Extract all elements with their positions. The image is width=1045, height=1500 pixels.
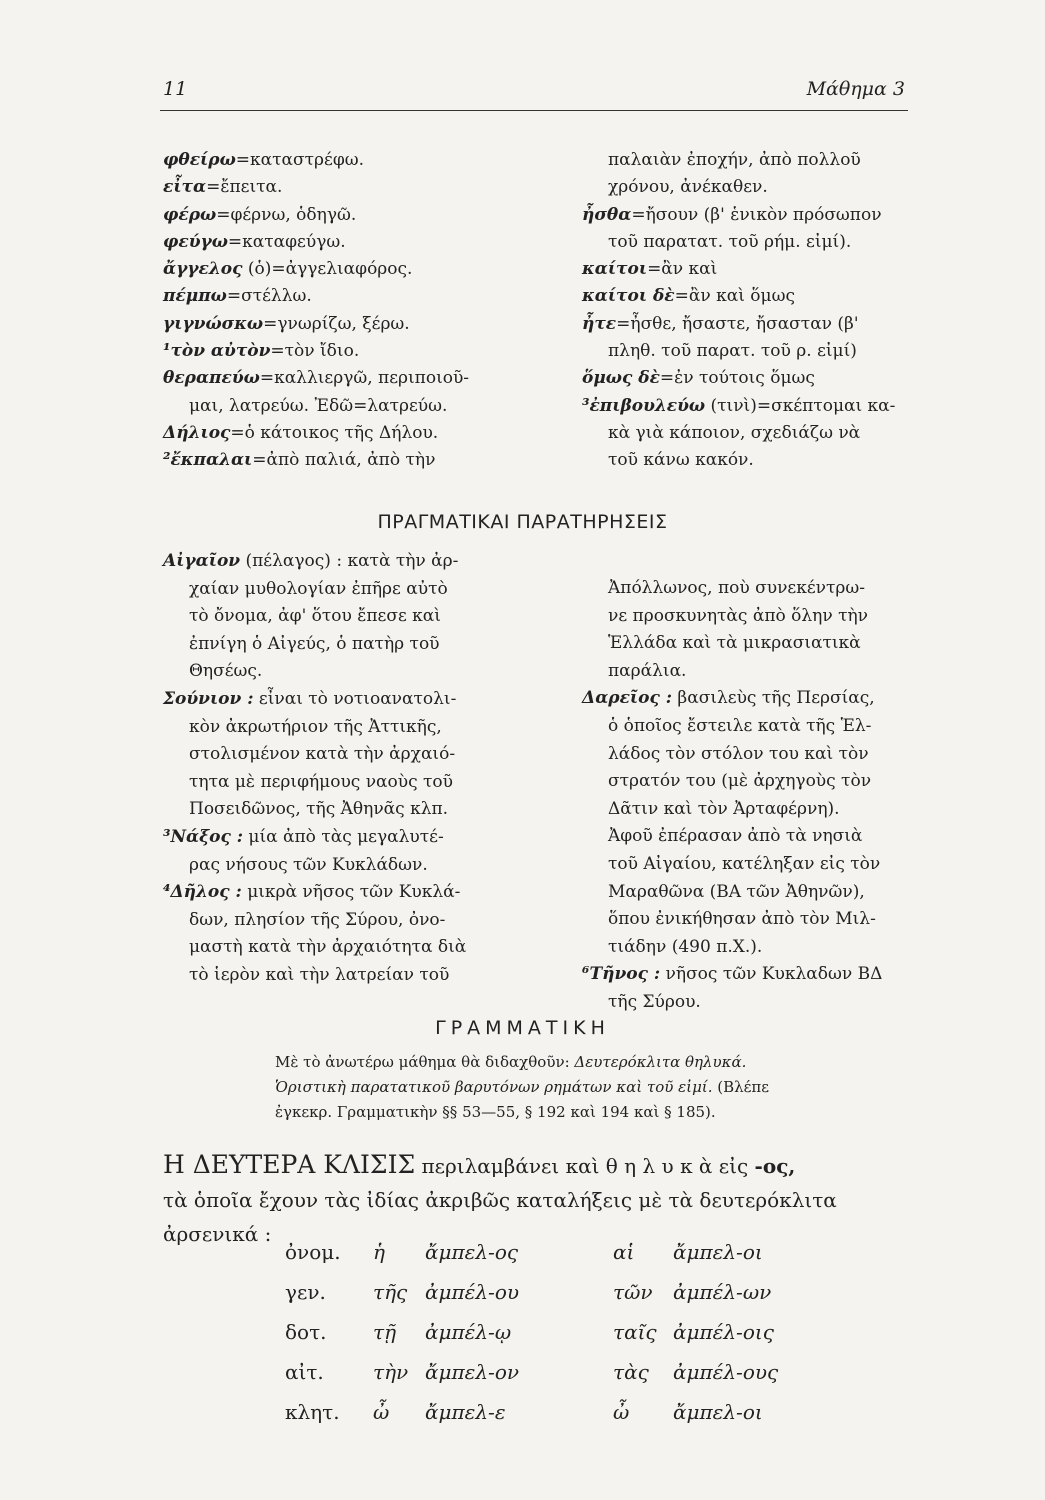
entry-definition: ἐπνίγη ὁ Αἰγεύς, ὁ πατὴρ τοῦ [189,633,440,654]
entry-line [582,420,922,447]
grammar-intro [275,1050,925,1125]
entry-definition: ὁ ὁποῖος ἔστειλε κατὰ τῆς Ἑλ- [608,715,872,736]
entry-line [582,575,922,603]
singular-article: τὴν [373,1360,409,1384]
entry-line [163,769,563,797]
paradigm-case: γεν. [285,1280,326,1304]
entry-line [582,174,922,201]
grammar-intro-line3: ἐγκεκρ. Γραμματικὴν §§ 53—55, § 192 καὶ 194 καὶ § 185). [275,1103,716,1121]
entry-definition: τοῦ παρατατ. τοῦ ρήμ. εἰμί). [608,231,852,252]
entry-term: ²ἔκπαλαι [163,450,253,471]
entry-line [163,714,563,742]
grammar-intro-see: (Βλέπε [712,1078,770,1096]
entry-line [163,256,523,283]
singular-form: ἄμπελ-ον [425,1360,520,1384]
entry-line [582,961,922,989]
entry-line [163,879,563,907]
entry-term: ³ἐπιβουλεύω [582,395,706,416]
entry-line [582,851,922,879]
paradigm-row [163,1360,933,1400]
entry-definition: ὅπου ἐνικήθησαν ἀπὸ τὸν Μιλ- [608,909,876,930]
entry-line [163,934,563,962]
singular-article: τῆς [373,1280,408,1304]
entry-term: Δαρεῖος : [582,688,673,709]
declension-line1: περιλαμβάνει καὶ θ η λ υ κ ὰ εἰς [415,1154,755,1178]
entry-definition: δων, πλησίον τῆς Σύρου, ὀνο- [189,909,446,930]
plural-form: ἀμπέλ-ους [673,1360,779,1384]
entry-definition: τοῦ Αἰγαίου, κατέληξαν εἰς τὸν [608,853,881,874]
entry-definition: χρόνου, ἀνέκαθεν. [608,177,768,198]
entry-line [582,283,922,310]
entry-line [582,630,922,658]
paradigm-row [163,1320,933,1360]
entry-term: Δήλιος [163,422,231,443]
entry-definition: ρας νήσους τῶν Κυκλάδων. [189,854,428,875]
entry-definition: =γνωρίζω, ξέρω. [263,313,410,334]
entry-definition: =καταστρέφω. [235,150,364,170]
plural-article: τὰς [613,1360,649,1384]
paradigm-table [163,1240,933,1440]
entry-line [163,393,523,420]
entry-definition: στρατόν του (μὲ ἀρχηγοὺς τὸν [608,771,872,792]
entry-term: γιγνώσκω [163,313,264,334]
entry-line [163,365,523,392]
lesson-title: Μάθημα 3 [806,78,905,100]
entry-line [163,741,563,769]
grammar-intro-line1: Μὲ τὸ ἀνωτέρω μάθημα θὰ διδαχθοῦν: [275,1053,575,1071]
entry-line [163,311,523,338]
plural-form: ἄμπελ-οι [673,1400,763,1424]
declension-text [163,1148,933,1251]
paradigm-row [163,1400,933,1440]
plural-article: αἱ [613,1240,635,1264]
header-rule [160,110,908,111]
entry-line [163,603,563,631]
entry-definition: τητα μὲ περιφήμους ναοὺς τοῦ [189,771,454,792]
entry-line [582,365,922,392]
entry-term: θεραπεύω [163,368,260,389]
entry-line [582,147,922,174]
paradigm-case: δοτ. [285,1320,327,1344]
grammar-intro-line2: Ὁριστικὴ παρατατικοῦ βαρυτόνων ρημάτων καὶ τοῦ εἰμί. [275,1078,713,1096]
entry-definition: Ἀφοῦ ἐπέρασαν ἀπὸ τὰ νησιὰ [608,826,863,847]
entry-line [582,906,922,934]
entry-term: ¹τὸν αὐτὸν [163,341,271,362]
entry-line [163,548,563,576]
entry-term: Σούνιον : [163,688,254,709]
paradigm-row [163,1280,933,1320]
entry-definition: =στέλλω. [226,286,312,307]
entry-line [582,603,922,631]
entry-line [582,713,922,741]
entry-definition: Ἑλλάδα καὶ τὰ μικρασιατικὰ [608,633,861,654]
entry-term: φθείρω [163,150,236,170]
singular-form: ἄμπελ-ε [425,1400,506,1424]
entry-definition: =φέρνω, ὁδηγῶ. [216,204,357,225]
entry-definition: (ὁ)=ἀγγελιαφόρος. [242,259,413,280]
entry-term: ὅμως δὲ [582,368,660,389]
entry-definition: Θησέως. [189,661,263,682]
paradigm-case: ὀνομ. [285,1240,341,1264]
entry-definition: παράλια. [608,660,687,681]
entry-definition: τιάδην (490 π.Χ.). [608,936,763,957]
entry-definition: νε προσκυνητὰς ἀπὸ ὅλην τὴν [608,605,868,626]
entry-term: ἦσθα [582,204,632,225]
plural-article: τῶν [613,1280,653,1304]
entry-definition: =ἔπειτα. [206,177,283,198]
entry-line [163,631,563,659]
paradigm-case: κλητ. [285,1400,340,1424]
entry-term: καίτοι [582,259,648,280]
entry-definition: =ὁ κάτοικος τῆς Δήλου. [230,422,439,443]
entry-definition: μαι, λατρεύω. Ἐδῶ=λατρεύω. [189,395,448,416]
entry-term: φέρω [163,204,217,225]
entry-definition: μαστὴ κατὰ τὴν ἀρχαιότητα διὰ [189,937,467,958]
entry-definition: =ἦσθε, ἤσαστε, ἤσασταν (β' [616,313,859,334]
entry-definition: =καλλιεργῶ, περιποιοῦ- [259,368,470,389]
entry-definition: (πέλαγος) : κατὰ τὴν ἀρ- [240,551,459,571]
entry-term: εἶτα [163,177,207,198]
entry-line [163,658,563,686]
entry-line [582,256,922,283]
entry-line [582,989,922,1017]
entry-line [582,447,922,474]
entry-definition: παλαιὰν ἐποχήν, ἀπὸ πολλοῦ [608,150,861,170]
vocabulary-left-column [163,147,523,475]
vocabulary-right-column [582,147,922,475]
entry-line [163,338,523,365]
plural-form: ἀμπέλ-οις [673,1320,774,1344]
paradigm-case: αἰτ. [285,1360,324,1384]
entry-line [582,229,922,256]
entry-term: ἄγγελος [163,259,243,280]
entry-line [163,147,523,174]
entry-term: ⁶Τῆνος : [582,964,661,985]
notes-section-title: ΠΡΑΓΜΑΤΙΚΑΙ ΠΑΡΑΤΗΡΗΣΕΙΣ [377,511,668,533]
plural-article: ὦ [613,1400,630,1424]
entry-definition: =ἂν καὶ [647,259,718,280]
entry-definition: =ἂν καὶ ὅμως [674,286,795,307]
entry-definition: κὰ γιὰ κάποιον, σχεδιάζω νὰ [608,422,861,443]
entry-definition: χαίαν μυθολογίαν ἐπῆρε αὐτὸ [189,578,448,599]
entry-line [163,447,523,474]
entry-line [582,879,922,907]
plural-form: ἀμπέλ-ων [673,1280,772,1304]
singular-form: ἀμπέλ-ῳ [425,1320,512,1344]
entry-line [163,907,563,935]
entry-line [582,823,922,851]
entry-definition: τὸ ἱερὸν καὶ τὴν λατρείαν τοῦ [189,964,450,985]
entry-line [163,824,563,852]
entry-term: ἦτε [582,313,617,334]
entry-definition: =ἀπὸ παλιά, ἀπὸ τὴν [252,450,436,471]
entry-line [582,741,922,769]
entry-line [163,962,563,990]
entry-definition: βασιλεὺς τῆς Περσίας, [672,688,875,709]
entry-line [582,796,922,824]
entry-line [582,685,922,713]
entry-line [582,311,922,338]
singular-article: ἡ [373,1240,385,1264]
entry-definition: Μαραθῶνα (ΒΑ τῶν Ἀθηνῶν), [608,881,865,902]
entry-definition: τῆς Σύρου. [608,991,701,1012]
entry-term: ⁴Δῆλος : [163,882,242,903]
entry-definition: τοῦ κάνω κακόν. [608,450,754,471]
entry-definition: Ἀπόλλωνος, ποὺ συνεκέντρω- [608,578,865,598]
entry-definition: τὸ ὄνομα, ἀφ' ὅτου ἔπεσε καὶ [189,606,441,627]
singular-form: ἀμπέλ-ου [425,1280,520,1304]
entry-line [582,338,922,365]
plural-article: ταῖς [613,1320,657,1344]
declension-ending: -ος, [754,1154,796,1178]
entry-line [163,174,523,201]
entry-definition: Ποσειδῶνος, τῆς Ἀθηνᾶς κλπ. [189,799,449,820]
paradigm-row [163,1240,933,1280]
entry-line [582,658,922,686]
entry-definition: εἶναι τὸ νοτιοανατολι- [253,688,457,709]
entry-line [163,852,563,880]
entry-definition: μικρὰ νῆσος τῶν Κυκλά- [241,882,461,903]
entry-definition: στολισμένον κατὰ τὴν ἀρχαιό- [189,744,456,765]
entry-line [163,576,563,604]
declension-line2: τὰ ὁποῖα ἔχουν τὰς ἰδίας ἀκριβῶς καταλήξεις μὲ τὰ δευτερόκλιτα [163,1188,837,1212]
entry-definition: (τινὶ)=σκέπτομαι κα- [705,395,896,416]
entry-line [163,283,523,310]
plural-form: ἄμπελ-οι [673,1240,763,1264]
declension-heading: Η ΔΕΥΤΕΡΑ ΚΛΙΣΙΣ [163,1150,416,1179]
entry-line [582,202,922,229]
singular-article: τῇ [373,1320,397,1344]
entry-line [163,686,563,714]
entry-definition: =ἤσουν (β' ἑνικὸν πρόσωπον [631,204,882,225]
entry-term: Αἰγαῖον [163,551,241,571]
entry-definition: Δᾶτιν καὶ τὸν Ἀρταφέρνη). [608,798,840,819]
entry-term: καίτοι δὲ [582,286,675,307]
entry-term: ³Νάξος : [163,826,244,847]
entry-line [582,768,922,796]
declension-line3: ἀρσενικά : [163,1222,272,1246]
entry-term: πέμπω [163,286,227,307]
notes-left-column [163,548,563,990]
entry-line [163,796,563,824]
entry-line [163,420,523,447]
entry-definition: =τὸν ἴδιο. [270,341,360,362]
notes-right-column [582,575,922,1017]
grammar-intro-topic: Δευτερόκλιτα θηλυκά. [574,1053,747,1071]
entry-definition: λάδος τὸν στόλον του καὶ τὸν [608,743,869,764]
entry-definition: κὸν ἀκρωτήριον τῆς Ἀττικῆς, [189,716,442,737]
grammar-section-title: ΓΡΑΜΜΑΤΙΚΗ [435,1017,610,1039]
entry-definition: μία ἀπὸ τὰς μεγαλυτέ- [243,826,444,847]
entry-line [163,229,523,256]
entry-line [582,934,922,962]
page-number: 11 [163,78,188,100]
entry-definition: =καταφεύγω. [227,231,346,252]
entry-definition: πληθ. τοῦ παρατ. τοῦ ρ. εἰμί) [608,341,857,362]
entry-definition: =ἐν τούτοις ὅμως [659,368,815,389]
entry-definition: νῆσος τῶν Κυκλαδων ΒΔ [660,964,883,985]
singular-form: ἄμπελ-ος [425,1240,519,1264]
singular-article: ὦ [373,1400,390,1424]
entry-line [163,202,523,229]
entry-term: φεύγω [163,231,228,252]
entry-line [582,393,922,420]
